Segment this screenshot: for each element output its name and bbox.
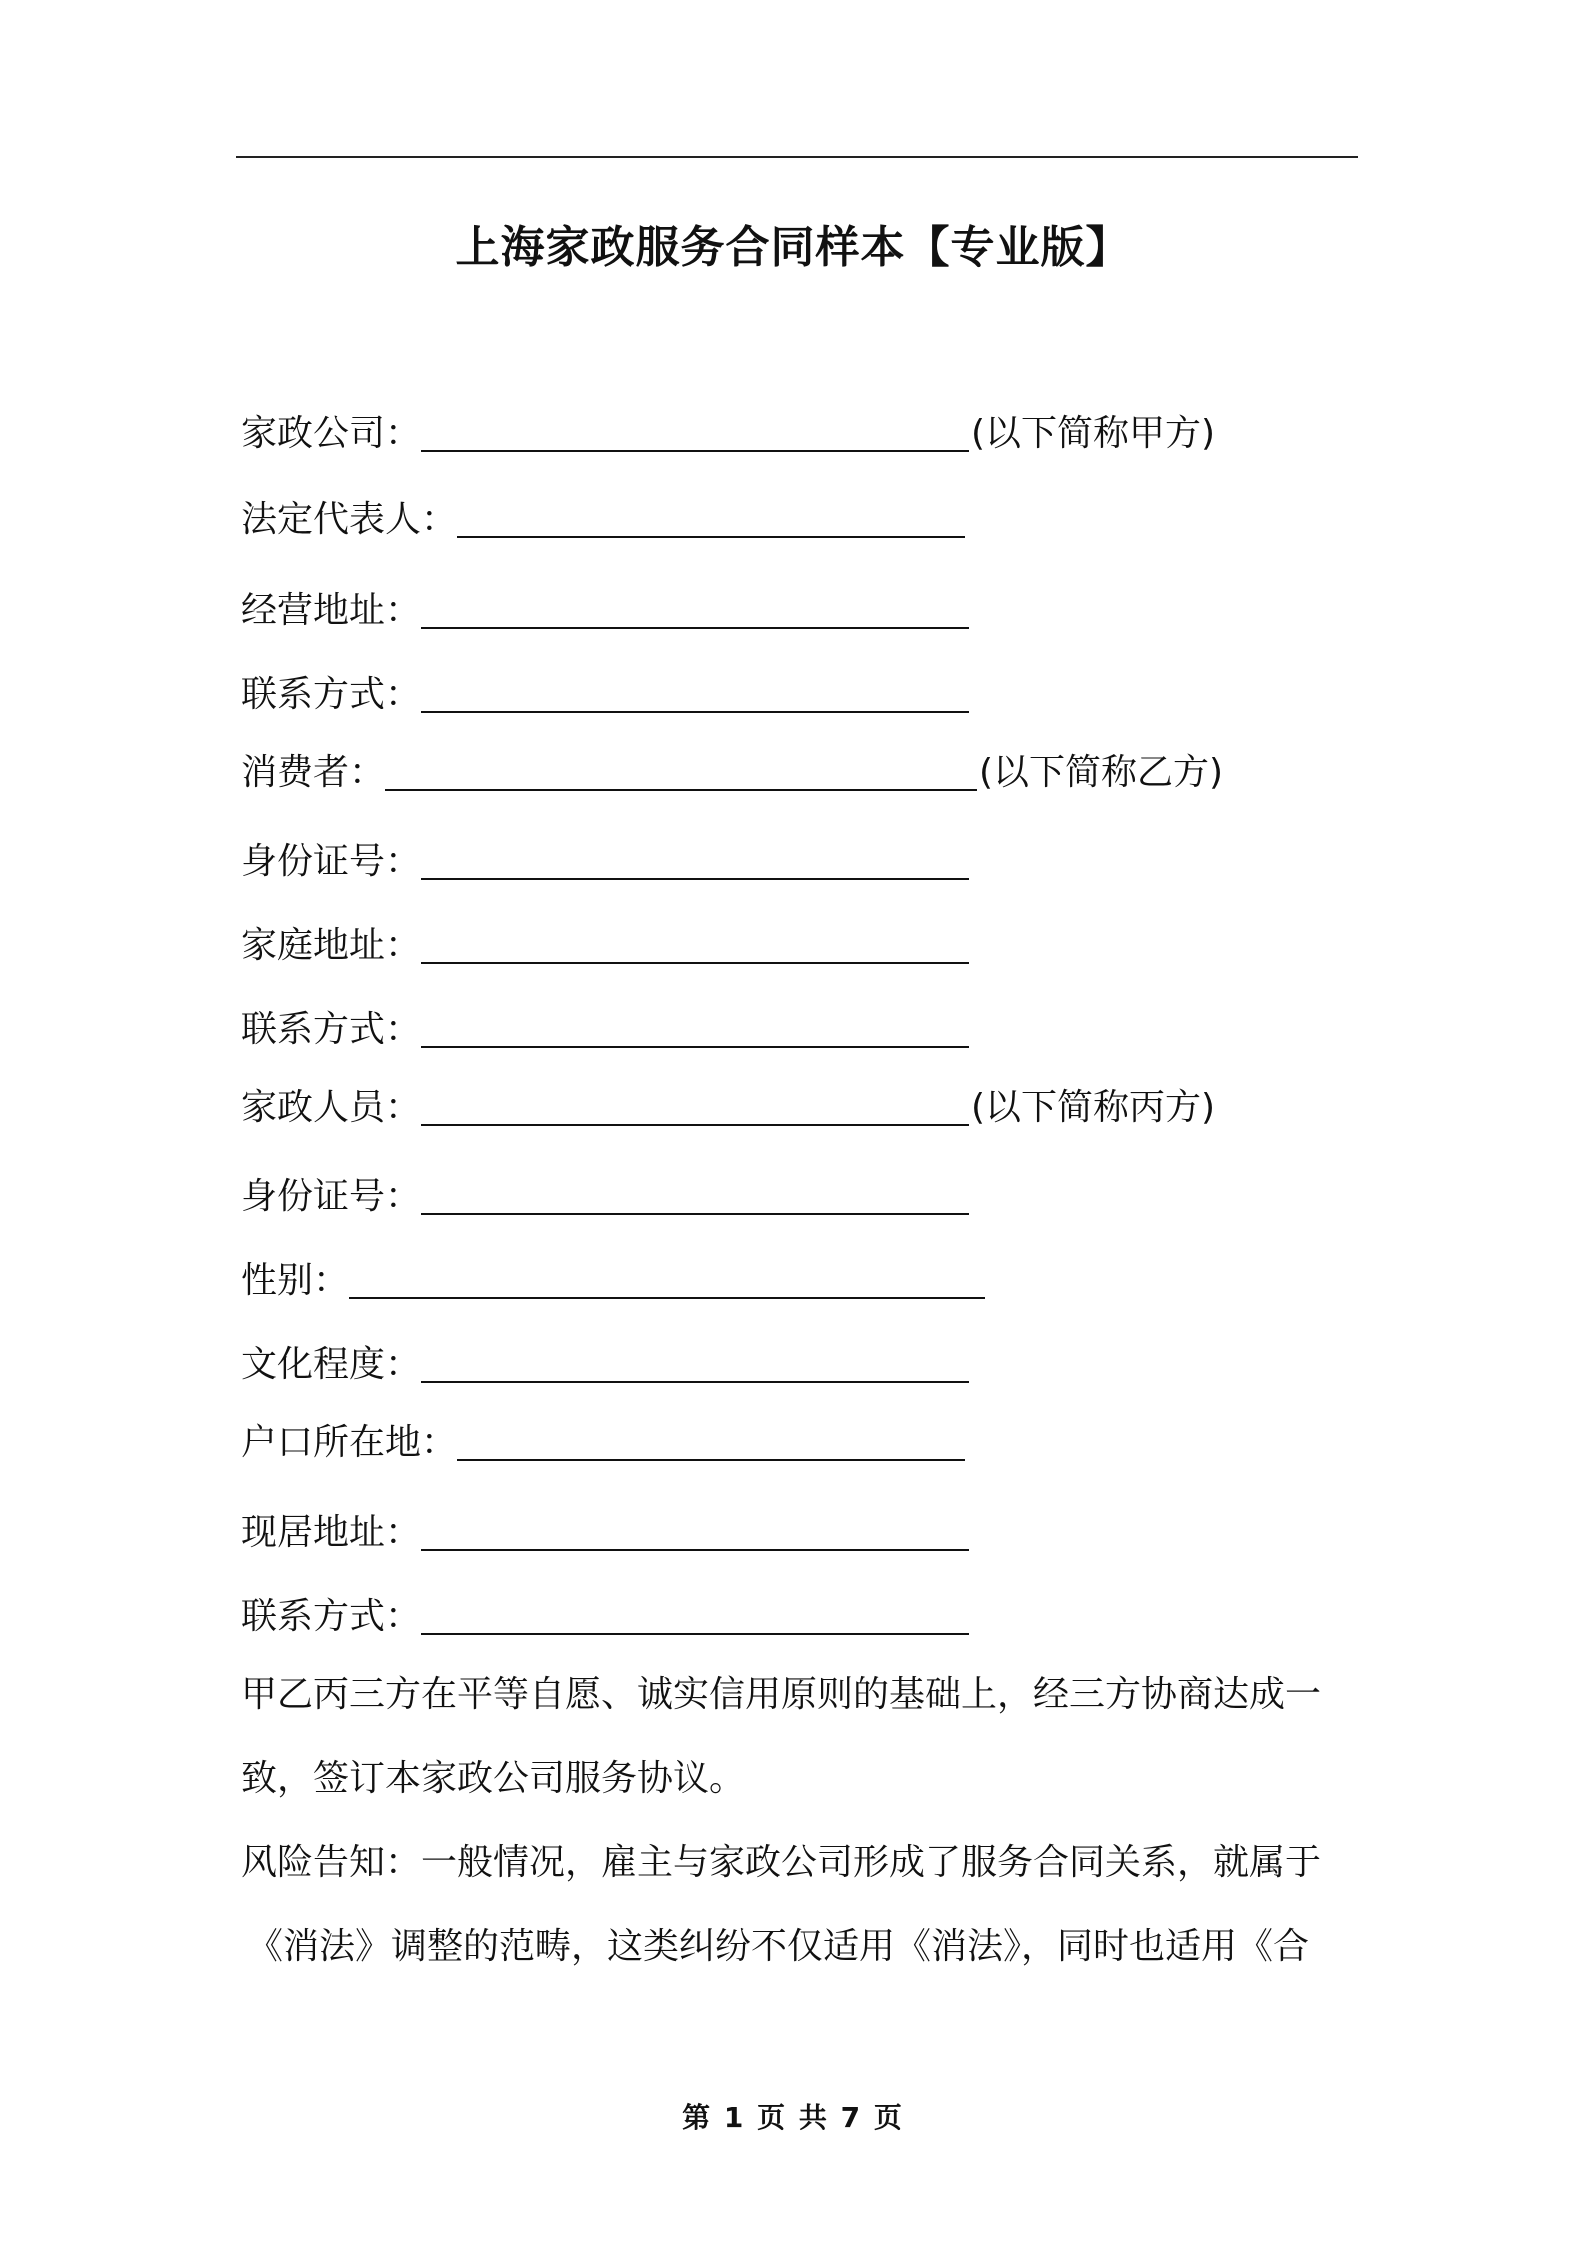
page-footer: 第 1 页 共 7 页 [682,2101,904,2134]
field-home-address [241,922,969,970]
field-consumer-contact [241,1006,969,1054]
field-suffix: (以下简称丙方) [971,1087,1216,1128]
blank-line[interactable] [421,416,969,452]
field-domestic-worker [241,1084,1215,1132]
blank-line[interactable] [421,1515,969,1551]
field-gender [241,1257,985,1305]
paragraph-line: 甲乙丙三方在平等自愿、诚实信用原则的基础上，经三方协商达成一 [241,1674,1322,1715]
field-company [241,410,1215,458]
field-label: 家政人员： [241,1087,422,1128]
blank-line[interactable] [457,502,965,538]
field-worker-id [241,1173,969,1221]
paragraph-line: 致，签订本家政公司服务协议。 [241,1758,746,1799]
field-suffix: (以下简称乙方) [979,752,1224,793]
field-label: 性别： [241,1260,350,1301]
field-label: 家庭地址： [241,925,422,966]
field-company-contact [241,671,969,719]
field-label: 法定代表人： [241,499,458,540]
paragraph-line: 《消法》调整的范畴，这类纠纷不仅适用《消法》，同时也适用《合 [247,1926,1310,1967]
blank-line[interactable] [349,1263,985,1299]
blank-line[interactable] [421,593,969,629]
document-title: 上海家政服务合同样本【专业版】 [455,222,1131,273]
field-label: 文化程度： [241,1344,422,1385]
field-consumer-id [241,838,969,886]
field-label: 联系方式： [241,1596,422,1637]
blank-line[interactable] [457,1425,965,1461]
blank-line[interactable] [385,755,977,791]
blank-line[interactable] [421,1179,969,1215]
field-legal-representative [241,496,965,544]
blank-line[interactable] [421,1347,969,1383]
paragraph-line: 风险告知：一般情况，雇主与家政公司形成了服务合同关系，就属于 [241,1842,1322,1883]
blank-line[interactable] [421,844,969,880]
field-label: 家政公司： [241,413,422,454]
field-label: 消费者： [241,752,386,793]
field-consumer [241,749,1223,797]
blank-line[interactable] [421,1599,969,1635]
field-worker-contact [241,1593,969,1641]
field-label: 联系方式： [241,1009,422,1050]
blank-line[interactable] [421,677,969,713]
blank-line[interactable] [421,928,969,964]
field-label: 经营地址： [241,590,422,631]
field-business-address [241,587,969,635]
field-label: 身份证号： [241,841,422,882]
field-label: 现居地址： [241,1512,422,1553]
field-current-address [241,1509,969,1557]
blank-line[interactable] [421,1090,969,1126]
field-suffix: (以下简称甲方) [971,413,1216,454]
field-label: 联系方式： [241,674,422,715]
header-rule [236,156,1358,158]
field-education [241,1341,969,1389]
blank-line[interactable] [421,1012,969,1048]
field-label: 身份证号： [241,1176,422,1217]
field-household-registration [241,1419,965,1467]
field-label: 户口所在地： [241,1422,458,1463]
